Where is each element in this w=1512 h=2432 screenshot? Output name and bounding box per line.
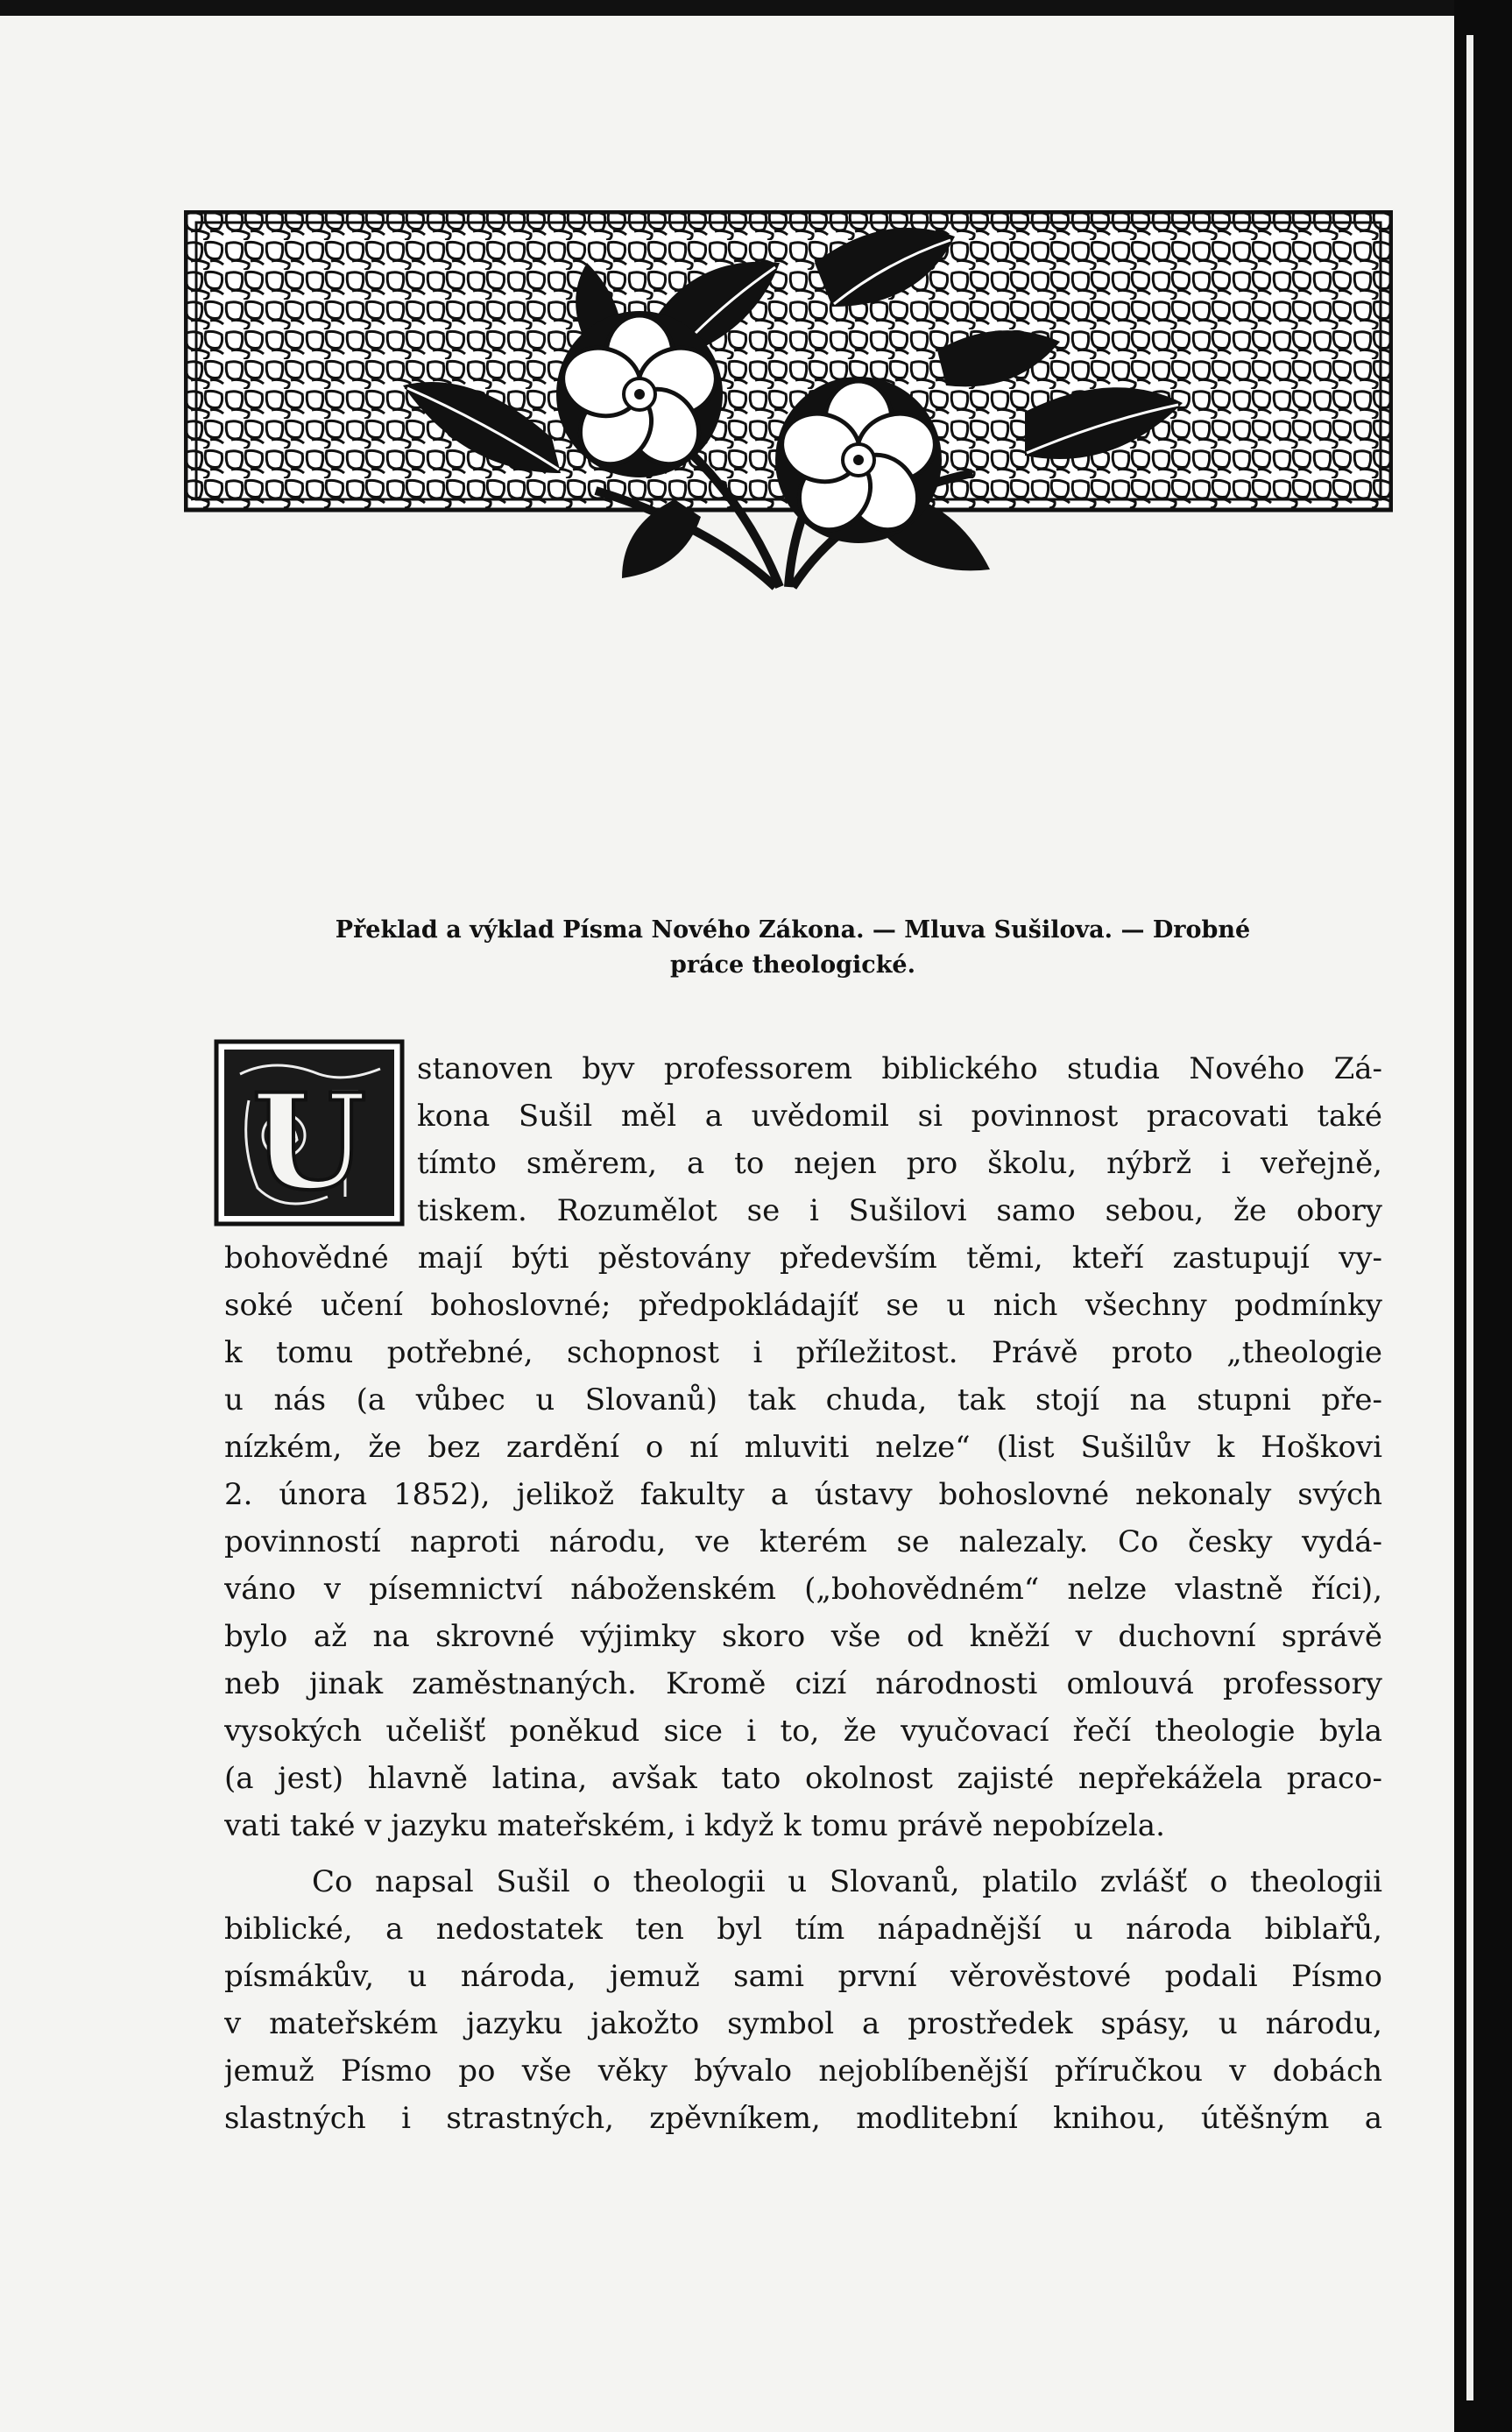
heading-line-2: práce theologické. — [669, 951, 916, 979]
text-line: neb jinak zaměstnaných. Kromě cizí národnosti omlouvá professory — [224, 1666, 1382, 1701]
text-line: v mateřském jazyku jakožto symbol a prostředek spásy, u národu, — [224, 2006, 1382, 2041]
drop-cap-initial — [214, 1039, 405, 1227]
text-line: písmákův, u národa, jemuž sami první věrověstové podali Písmo — [224, 1959, 1382, 1994]
drop-cap-letter: U — [251, 1065, 367, 1220]
text-line: vati také v jazyku mateřském, i když k tomu právě nepobízela. — [224, 1808, 1165, 1843]
text-line: (a jest) hlavně latina, avšak tato okolnost zajisté nepřekážela praco- — [224, 1761, 1382, 1796]
text-line: 2. února 1852), jelikož fakulty a ústavy bohoslovné nekonaly svých — [224, 1477, 1382, 1512]
adjacent-page-edge — [1466, 35, 1473, 2400]
text-line: stanoven byv professorem biblického studia Nového Zá- — [417, 1051, 1382, 1086]
text-line: k tomu potřebné, schopnost i příležitost. Právě proto „theologie — [224, 1335, 1382, 1370]
text-line: bohovědné mají býti pěstovány především těmi, kteří zastupují vy- — [224, 1241, 1382, 1276]
text-line: povinností naproti národu, ve kterém se nalezaly. Co česky vydá- — [224, 1524, 1382, 1559]
text-line: jemuž Písmo po vše věky bývalo nejoblíbenější příručkou v dobách — [224, 2054, 1382, 2089]
text-line: u nás (a vůbec u Slovanů) tak chuda, tak stojí na stupni pře- — [224, 1382, 1382, 1417]
text-line: slastných i strastných, zpěvníkem, modlitební knihou, útěšným a — [224, 2101, 1382, 2136]
text-line: tiskem. Rozumělot se i Sušilovi samo sebou, že obory — [417, 1193, 1382, 1228]
section-heading — [289, 913, 1297, 983]
text-line: váno v písemnictví náboženském („bohovědném“ nelze vlastně říci), — [224, 1572, 1382, 1607]
text-line: soké učení bohoslovné; předpokládajíť se u nich všechny podmínky — [224, 1288, 1382, 1323]
text-line: bylo až na skrovné výjimky skoro vše od kněží v duchovní správě — [224, 1619, 1382, 1654]
scan-border — [1454, 0, 1512, 2432]
floral-ornament-headpiece — [184, 210, 1393, 596]
heading-line-1: Překlad a výklad Písma Nového Zákona. — Mluva Sušilova. — Drobné — [335, 916, 1251, 944]
text-line: tímto směrem, a to nejen pro školu, nýbrž i veřejně, — [417, 1146, 1382, 1181]
text-line: biblické, a nedostatek ten byl tím nápadnější u národa biblařů, — [224, 1912, 1382, 1947]
book-page — [0, 16, 1454, 2432]
text-line: nízkém, že bez zardění o ní mluviti nelze“ (list Sušilův k Hoškovi — [224, 1430, 1382, 1465]
text-line: Co napsal Sušil o theologii u Slovanů, platilo zvlášť o theologii — [312, 1864, 1382, 1899]
text-line: kona Sušil měl a uvědomil si povinnost pracovati také — [417, 1099, 1382, 1134]
text-line: vysokých učelišť poněkud sice i to, že vyučovací řečí theologie byla — [224, 1714, 1382, 1749]
